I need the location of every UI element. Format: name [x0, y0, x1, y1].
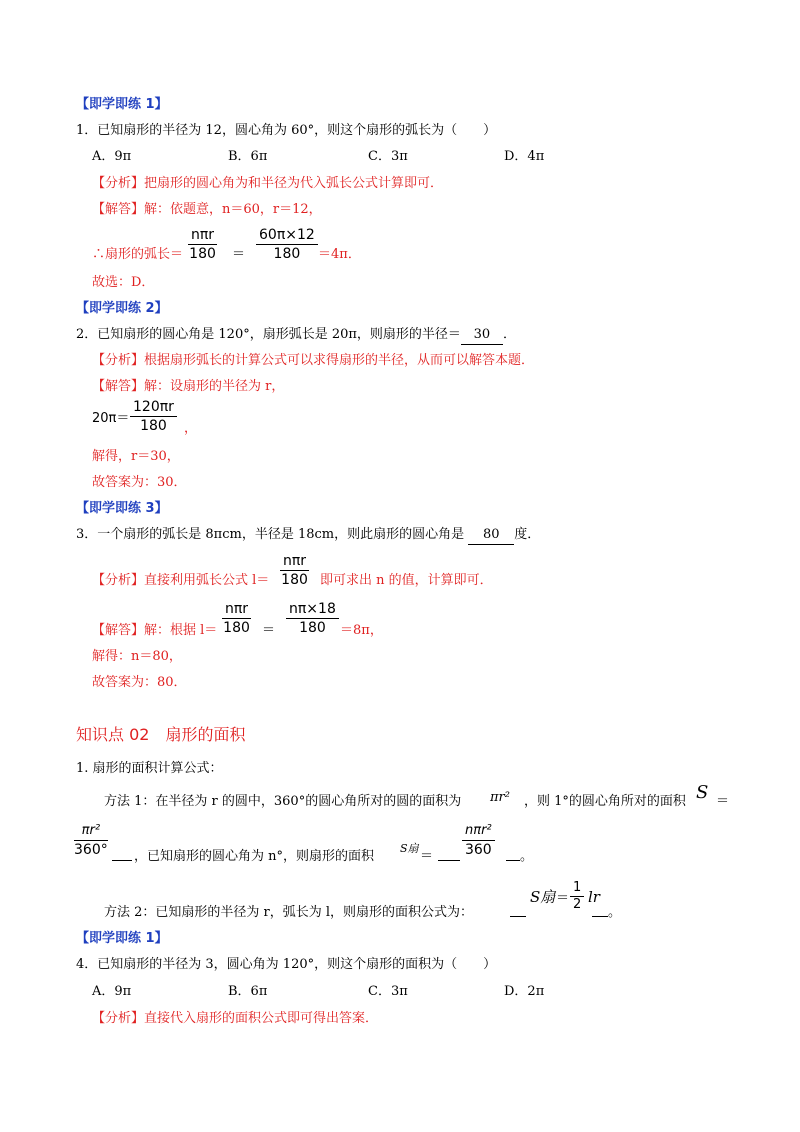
- question-end: 度．: [514, 527, 541, 542]
- equals-sign: ＝: [420, 849, 434, 864]
- fraction-9: [570, 880, 584, 913]
- practice-header-1: 【即学即练 1】: [76, 97, 168, 112]
- option-b: B．6π: [228, 984, 268, 999]
- final-2: 故答案为：30．: [92, 475, 187, 490]
- result-3: ＝8π，: [340, 623, 383, 638]
- fraction-denominator: 180: [273, 246, 301, 262]
- fraction-denominator: 180: [189, 246, 216, 262]
- fraction-numerator: nπr: [222, 600, 251, 619]
- equals-sign: ＝: [716, 794, 730, 809]
- answer-3: 【解答】解：根据 l＝: [92, 623, 218, 638]
- arc-result: ＝4π．: [318, 247, 361, 262]
- answer-blank: 80: [468, 526, 514, 545]
- sector-area-symbol: S扇: [400, 842, 419, 855]
- method-1-text: 方法 1：在半径为 r 的圆中，360°的圆心角所对的圆的面积为: [104, 794, 462, 809]
- period: 。: [608, 905, 622, 920]
- fraction-denominator: 360°: [74, 842, 108, 858]
- method-1-text-3: ，已知扇形的圆心角为 n°，则扇形的面积: [134, 849, 375, 864]
- option-b: B．6π: [228, 149, 268, 164]
- option-d: D．4π: [504, 149, 545, 164]
- analysis-3-end: 即可求出 n 的值，计算即可．: [320, 573, 493, 588]
- arc-prefix: ∴扇形的弧长＝: [92, 247, 184, 262]
- question-end: ．: [502, 327, 516, 342]
- solved-2: 解得，r＝30，: [92, 449, 180, 464]
- option-d: D．2π: [504, 984, 545, 999]
- equals-sign: ＝: [262, 623, 276, 638]
- fraction-1: [188, 226, 217, 263]
- fraction-8: [462, 822, 495, 859]
- fraction-denominator: 2: [573, 897, 582, 912]
- analysis-4: 【分析】直接代入扇形的面积公式即可得出答案．: [92, 1011, 379, 1026]
- analysis-1: 【分析】把扇形的圆心角为和半径为代入弧长公式计算即可．: [92, 176, 444, 191]
- answer-1: 【解答】解：依题意，n＝60，r＝12，: [92, 202, 322, 217]
- option-a: A．9π: [92, 984, 132, 999]
- fraction-numerator: 1: [570, 880, 584, 897]
- question-1: 1．已知扇形的半径为 12，圆心角为 60°，则这个扇形的弧长为（ ）: [76, 123, 497, 138]
- fraction-numerator: 60π×12: [256, 226, 318, 245]
- fraction-3: [130, 398, 177, 435]
- option-c: C．3π: [368, 149, 408, 164]
- fraction-numerator: πr²: [74, 822, 108, 841]
- equation-left: 20π＝: [92, 411, 130, 426]
- solved-3: 解得：n＝80，: [92, 649, 182, 664]
- option-a: A．9π: [92, 149, 132, 164]
- answer-blank: 30: [461, 326, 503, 345]
- sector-area-symbol: S扇: [530, 888, 556, 906]
- blank-line: [510, 902, 526, 917]
- area-symbol: S: [696, 782, 709, 803]
- fraction-numerator: nπr: [280, 552, 309, 571]
- fraction-denominator: 360: [464, 842, 492, 858]
- fraction-numerator: nπ×18: [286, 600, 339, 619]
- fraction-denominator: 180: [299, 620, 326, 636]
- practice-header-4: 【即学即练 1】: [76, 931, 168, 946]
- fraction-denominator: 180: [223, 620, 250, 636]
- method-1-text-2: ，则 1°的圆心角所对的面积: [524, 794, 686, 809]
- fraction-2: [256, 226, 318, 263]
- pi-r-squared: πr²: [490, 790, 510, 805]
- analysis-2: 【分析】根据扇形弧长的计算公式可以求得扇形的半径，从而可以解答本题．: [92, 353, 535, 368]
- option-c: C．3π: [368, 984, 408, 999]
- period: 。: [520, 849, 534, 864]
- question-text: 3．一个扇形的弧长是 8πcm，半径是 18cm，则此扇形的圆心角是: [76, 527, 469, 542]
- choice-1: 故选：D．: [92, 275, 155, 290]
- fraction-numerator: nπr²: [462, 822, 495, 841]
- fraction-denominator: 180: [281, 572, 308, 588]
- question-2: [76, 326, 516, 345]
- practice-header-3: 【即学即练 3】: [76, 501, 168, 516]
- blank-line: [592, 902, 608, 917]
- final-3: 故答案为：80．: [92, 675, 187, 690]
- analysis-3-start: 【分析】直接利用弧长公式 l＝: [92, 573, 270, 588]
- fraction-denominator: 180: [140, 418, 167, 434]
- fraction-4: [280, 552, 309, 589]
- formula-intro: 1. 扇形的面积计算公式：: [76, 761, 223, 776]
- blank-line: [506, 846, 520, 861]
- answer-2: 【解答】解：设扇形的半径为 r，: [92, 379, 285, 394]
- fraction-6: [286, 600, 339, 637]
- lr-term: lr: [588, 888, 600, 906]
- blank-line: [438, 846, 460, 861]
- fraction-numerator: nπr: [188, 226, 217, 245]
- equals-sign: ＝: [232, 247, 246, 262]
- blank-line: [112, 846, 132, 861]
- question-4: 4．已知扇形的半径为 3，圆心角为 120°，则这个扇形的面积为（ ）: [76, 957, 497, 972]
- practice-header-2: 【即学即练 2】: [76, 301, 168, 316]
- comma: ，: [184, 421, 198, 436]
- equals-sign: ＝: [556, 891, 570, 906]
- section-heading: 知识点 02 扇形的面积: [76, 725, 246, 744]
- fraction-numerator: 120πr: [130, 398, 177, 417]
- fraction-5: [222, 600, 251, 637]
- fraction-7: [74, 822, 108, 859]
- question-text: 2．已知扇形的圆心角是 120°，扇形弧长是 20π，则扇形的半径＝: [76, 327, 461, 342]
- method-2-text: 方法 2：已知扇形的半径为 r，弧长为 l，则扇形的面积公式为：: [104, 905, 474, 920]
- question-3: [76, 526, 540, 545]
